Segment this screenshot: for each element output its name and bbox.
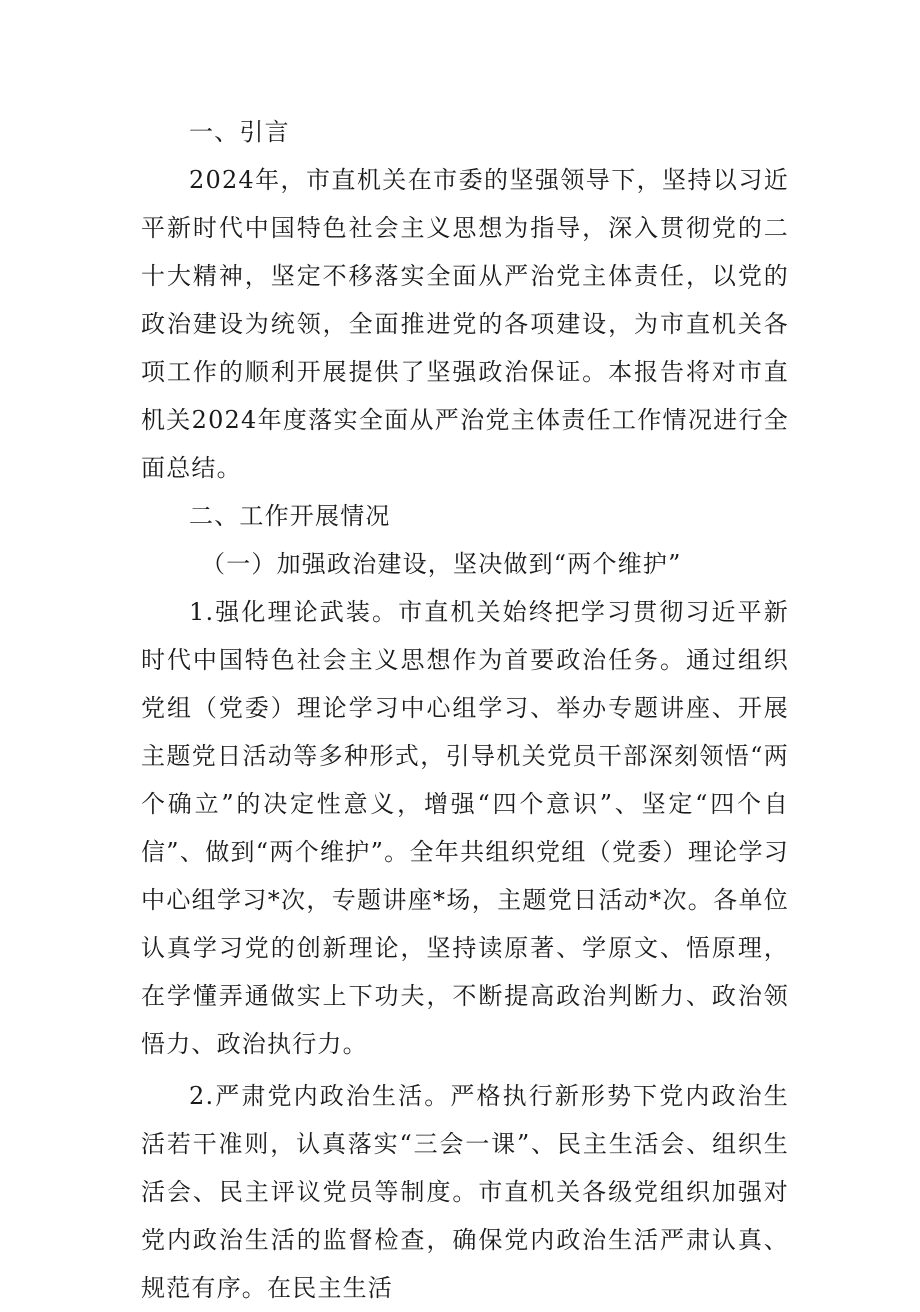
paragraph-theory-study: 1.强化理论武装。市直机关始终把学习贯彻习近平新时代中国特色社会主义思想作为首要政治任务。通过组织党组（党委）理论学习中心组学习、举办专题讲座、开展主题党日活动等多种形式，引导机关党员干部深刻领悟“两个确立”的决定性意义，增强“四个意识”、坚定“四个自信”、做到“两个维护”。全年共组织党组（党委）理论学习中心组学习*次，专题讲座*场，主题党日活动*次。各单位认真学习党的创新理论，坚持读原著、学原文、悟原理，在学懂弄通做实上下功夫，不断提高政治判断力、政治领悟力、政治执行力。: [141, 598, 789, 1058]
paragraph-party-life: 2.严肃党内政治生活。严格执行新形势下党内政治生活若干准则，认真落实“三会一课”、民主生活会、组织生活会、民主评议党员等制度。市直机关各级党组织加强对党内政治生活的监督检查，确保党内政治生活严肃认真、规范有序。在民主生活: [141, 1082, 789, 1302]
paragraph-intro: 2024年，市直机关在市委的坚强领导下，坚持以习近平新时代中国特色社会主义思想为指导，深入贯彻党的二十大精神，坚定不移落实全面从严治党主体责任，以党的政治建设为统领，全面推进党的各项建设，为市直机关各项工作的顺利开展提供了坚强政治保证。本报告将对市直机关2024年度落实全面从严治党主体责任工作情况进行全面总结。: [141, 166, 789, 482]
document-body: [141, 108, 789, 1312]
section-heading-work: 二、工作开展情况: [189, 502, 391, 530]
subsection-heading-political-building: （一）加强政治建设，坚决做到“两个维护”: [201, 550, 682, 578]
section-heading-intro: 一、引言: [189, 118, 290, 146]
